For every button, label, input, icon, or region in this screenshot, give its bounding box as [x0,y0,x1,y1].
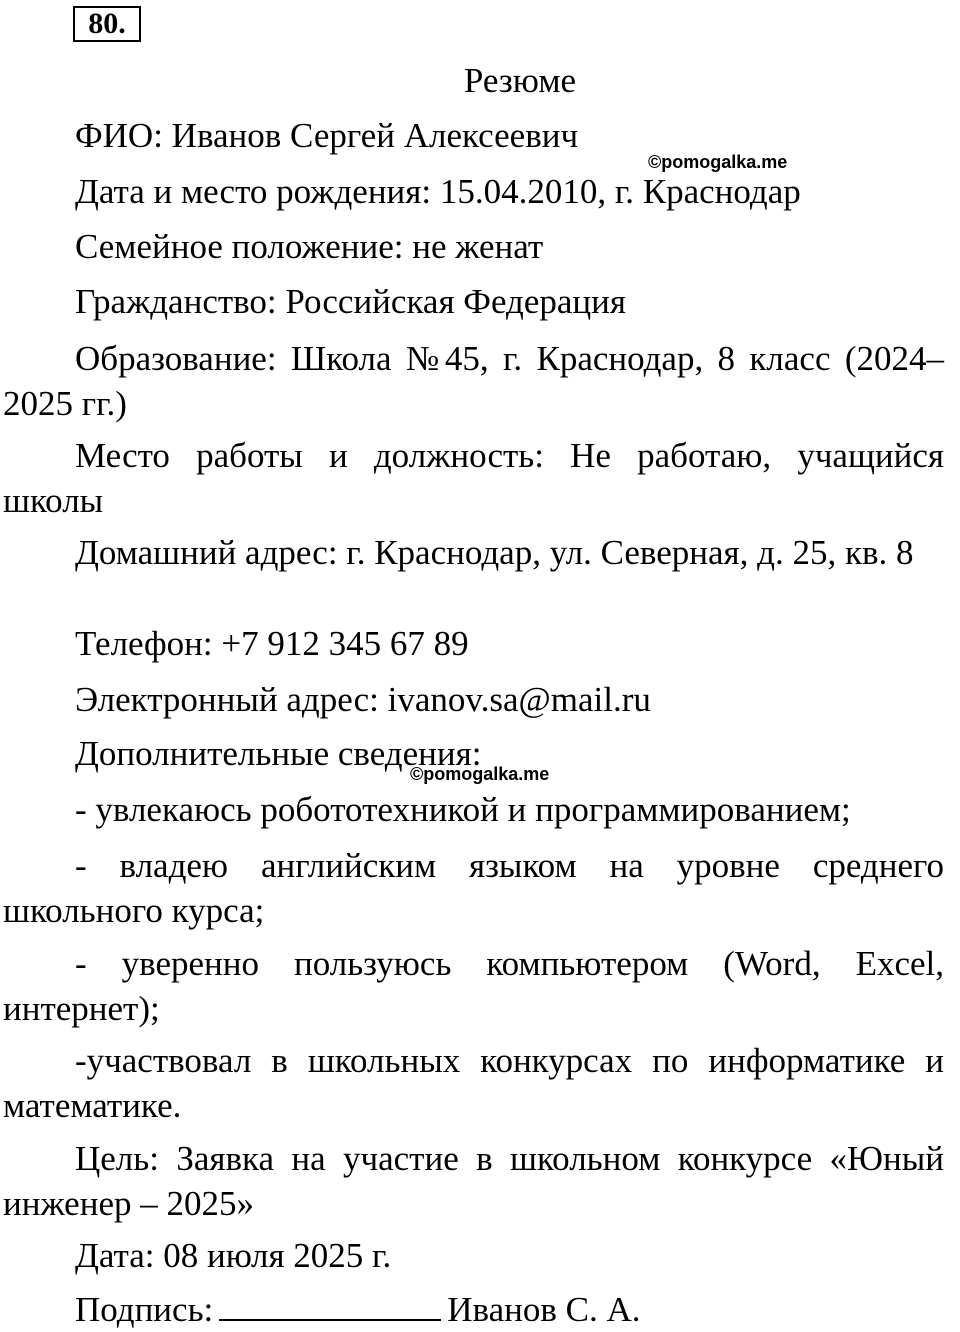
signature-line [3,1288,944,1332]
date-line: Дата: 08 июля 2025 г. [75,1236,392,1275]
signature-name: Иванов С. А. [447,1290,641,1329]
email-line: Электронный адрес: ivanov.sa@mail.ru [75,680,651,719]
signature-label: Подпись: [75,1290,214,1329]
signature-blank [219,1291,441,1321]
family-status-line: Семейное положение: не женат [75,227,544,266]
citizenship-line: Гражданство: Российская Федерация [75,282,626,321]
extra-info-item-2: - владею английским языком на уровне среднего школьного курса; [3,846,944,930]
fio-line: ФИО: Иванов Сергей Алексеевич [75,116,579,155]
extra-info-item-3: - уверенно пользуюсь компьютером (Word, Excel, интернет); [3,944,944,1028]
watermark: ©pomogalka.me [648,152,788,172]
document-title: Резюме [463,61,577,100]
watermark: ©pomogalka.me [410,764,550,784]
work-line: Место работы и должность: Не работаю, учащийся школы [3,436,944,520]
extra-info-item-4: -участвовал в школьных конкурсах по информатике и математике. [3,1041,944,1125]
exercise-number: 80. [73,6,141,42]
education-line: Образование: Школа №45, г. Краснодар, 8 класс (2024–2025 гг.) [3,339,944,423]
home-address-line: Домашний адрес: г. Краснодар, ул. Северная, д. 25, кв. 8 [75,533,914,572]
phone-line: Телефон: +7 912 345 67 89 [75,624,469,663]
birth-line: Дата и место рождения: 15.04.2010, г. Краснодар [75,172,801,211]
goal-line: Цель: Заявка на участие в школьном конкурсе «Юный инженер – 2025» [3,1139,944,1223]
extra-info-item-1: - увлекаюсь робототехникой и программированием; [75,790,851,829]
extra-info-header: Дополнительные сведения: [75,734,482,773]
